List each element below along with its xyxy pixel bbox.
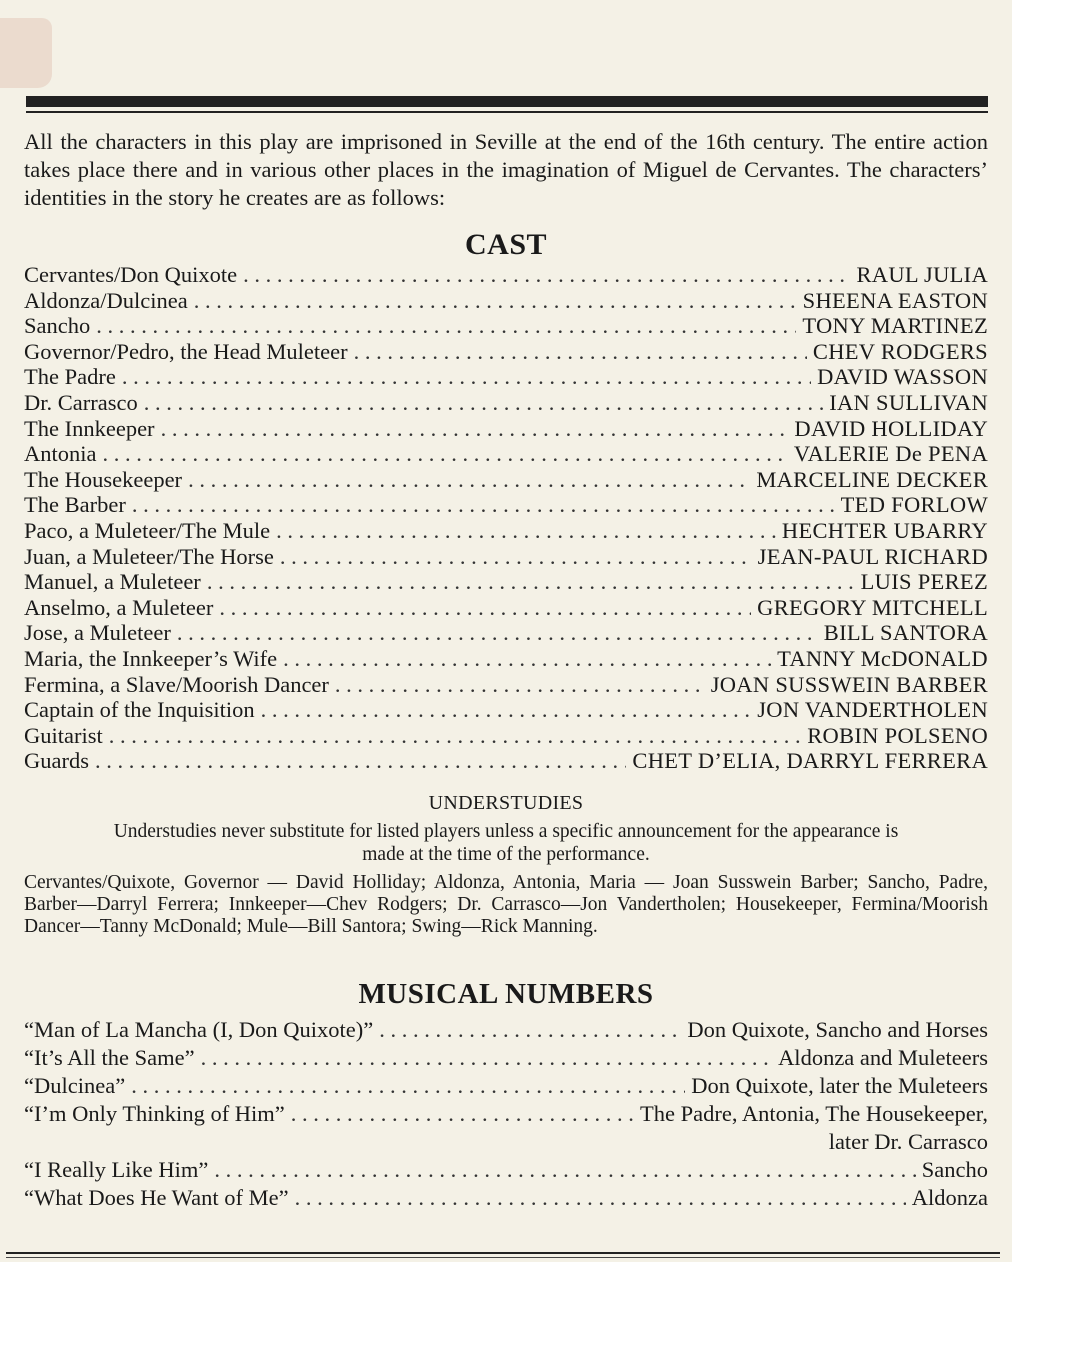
role: Manuel, a Muleteer <box>24 569 201 595</box>
musical-numbers-list <box>24 1016 988 1212</box>
song-row <box>24 1044 988 1072</box>
song-title: “It’s All the Same” <box>24 1045 195 1070</box>
understudies-list: Cervantes/Quixote, Governor — David Holliday; Aldonza, Antonia, Maria — Joan Susswein Barber; Sancho, Padre, Barber—Darryl Ferrera; Innkeeper—Chev Rodgers; Dr. Carrasco—Jon Vandertholen; Housekeeper, Fermina/Moorish Dancer—Tanny McDonald; Mule—Bill Santora; Swing—Rick Manning. <box>24 872 988 937</box>
leader-dots <box>335 672 705 698</box>
leader-dots <box>95 748 626 774</box>
actor: SHEENA EASTON <box>802 287 988 313</box>
leader-dots <box>291 1100 634 1128</box>
cast-row <box>24 390 988 416</box>
top-rule-thin <box>26 111 988 113</box>
actor: IAN SULLIVAN <box>829 389 988 415</box>
leader-dots <box>131 1072 685 1100</box>
role: The Padre <box>24 364 116 390</box>
cast-row <box>24 416 988 442</box>
song-row <box>24 1156 988 1184</box>
cast-row <box>24 492 988 518</box>
song-performers: Sancho <box>921 1157 988 1182</box>
actor: JON VANDERTHOLEN <box>757 697 988 723</box>
leader-dots <box>280 544 752 570</box>
cast-row <box>24 595 988 621</box>
leader-dots <box>261 697 752 723</box>
cast-row <box>24 620 988 646</box>
song-performers: Aldonza <box>911 1185 988 1210</box>
leader-dots <box>214 1156 915 1184</box>
actor: TED FORLOW <box>840 492 988 518</box>
cast-list <box>24 262 988 774</box>
paper-stain <box>0 18 52 88</box>
leader-dots <box>276 518 776 544</box>
role: Anselmo, a Muleteer <box>24 594 214 620</box>
cast-row <box>24 672 988 698</box>
bottom-rule-thin <box>6 1257 1000 1258</box>
role: Captain of the Inquisition <box>24 697 255 723</box>
leader-dots <box>243 262 850 288</box>
song-performers-continued: later Dr. Carrasco <box>828 1129 988 1154</box>
cast-row <box>24 288 988 314</box>
role: Guitarist <box>24 722 103 748</box>
song-performers: Aldonza and Muleteers <box>778 1045 988 1070</box>
leader-dots <box>354 339 807 365</box>
actor: HECHTER UBARRY <box>781 517 988 543</box>
actor: RAUL JULIA <box>856 262 988 287</box>
role: Maria, the Innkeeper’s Wife <box>24 645 278 671</box>
role: Antonia <box>24 441 97 467</box>
role: Cervantes/Don Quixote <box>24 262 238 287</box>
actor: JEAN-PAUL RICHARD <box>757 543 988 569</box>
song-title: “What Does He Want of Me” <box>24 1185 289 1210</box>
top-rule <box>26 96 988 107</box>
cast-row <box>24 697 988 723</box>
role: Dr. Carrasco <box>24 389 138 415</box>
role: Juan, a Muleteer/The Horse <box>24 543 274 569</box>
cast-row <box>24 518 988 544</box>
song-row <box>24 1016 988 1044</box>
cast-row <box>24 262 988 288</box>
song-performers: Don Quixote, later the Muleteers <box>691 1073 988 1098</box>
leader-dots <box>122 364 811 390</box>
actor: DAVID HOLLIDAY <box>794 415 988 441</box>
actor: ROBIN POLSENO <box>807 722 988 748</box>
role: The Barber <box>24 492 126 518</box>
leader-dots <box>144 390 823 416</box>
song-title: “I’m Only Thinking of Him” <box>24 1101 285 1126</box>
actor: CHEV RODGERS <box>812 338 988 364</box>
leader-dots <box>103 441 788 467</box>
cast-row <box>24 748 988 774</box>
role: The Housekeeper <box>24 466 183 492</box>
leader-dots <box>188 467 750 493</box>
actor: CHET D’ELIA, DARRYL FERRERA <box>632 748 988 774</box>
leader-dots <box>379 1016 681 1044</box>
role: Sancho <box>24 313 91 339</box>
role: The Innkeeper <box>24 415 155 441</box>
actor: TONY MARTINEZ <box>802 313 988 339</box>
leader-dots <box>283 646 771 672</box>
actor: BILL SANTORA <box>823 620 988 646</box>
leader-dots <box>207 569 855 595</box>
cast-row <box>24 569 988 595</box>
actor: MARCELINE DECKER <box>756 466 988 492</box>
cast-row <box>24 364 988 390</box>
cast-row <box>24 467 988 493</box>
actor: JOAN SUSSWEIN BARBER <box>710 671 988 697</box>
song-row <box>24 1184 988 1212</box>
understudies-note: Understudies never substitute for listed players unless a specific announcement for the appearance is made at the time of the performance. <box>113 821 899 865</box>
leader-dots <box>177 620 818 646</box>
song-title: “I Really Like Him” <box>24 1157 209 1182</box>
role: Governor/Pedro, the Head Muleteer <box>24 338 348 364</box>
understudies-heading: UNDERSTUDIES <box>428 792 584 814</box>
bottom-rule <box>6 1252 1000 1254</box>
leader-dots <box>219 595 751 621</box>
cast-row <box>24 646 988 672</box>
role: Aldonza/Dulcinea <box>24 287 188 313</box>
cast-heading: CAST <box>464 228 548 261</box>
musical-numbers-heading: MUSICAL NUMBERS <box>358 978 654 1010</box>
song-title: “Man of La Mancha (I, Don Quixote)” <box>24 1017 374 1042</box>
leader-dots <box>132 492 835 518</box>
leader-dots <box>109 723 801 749</box>
cast-row <box>24 313 988 339</box>
leader-dots <box>194 288 797 314</box>
actor: LUIS PEREZ <box>860 569 988 595</box>
song-row <box>24 1072 988 1100</box>
leader-dots <box>161 416 789 442</box>
role: Paco, a Muleteer/The Mule <box>24 517 271 543</box>
intro-paragraph: All the characters in this play are imprisoned in Seville at the end of the 16th century. The entire action takes place there and in various other places in the imagination of Miguel de Cervantes. The characters’ identities in the story he creates are as follows: <box>24 129 988 210</box>
leader-dots <box>96 313 796 339</box>
song-performers: The Padre, Antonia, The Housekeeper, <box>640 1101 988 1126</box>
cast-row <box>24 339 988 365</box>
leader-dots <box>201 1044 772 1072</box>
song-performers: Don Quixote, Sancho and Horses <box>687 1017 988 1042</box>
cast-row <box>24 723 988 749</box>
role: Guards <box>24 748 89 774</box>
song-title: “Dulcinea” <box>24 1073 126 1098</box>
role: Fermina, a Slave/Moorish Dancer <box>24 671 329 697</box>
actor: GREGORY MITCHELL <box>757 594 988 620</box>
leader-dots <box>295 1184 906 1212</box>
cast-row <box>24 441 988 467</box>
actor: DAVID WASSON <box>817 364 988 390</box>
actor: TANNY McDONALD <box>777 645 988 671</box>
song-row <box>24 1100 988 1128</box>
cast-row <box>24 544 988 570</box>
actor: VALERIE De PENA <box>793 441 988 467</box>
role: Jose, a Muleteer <box>24 620 171 646</box>
